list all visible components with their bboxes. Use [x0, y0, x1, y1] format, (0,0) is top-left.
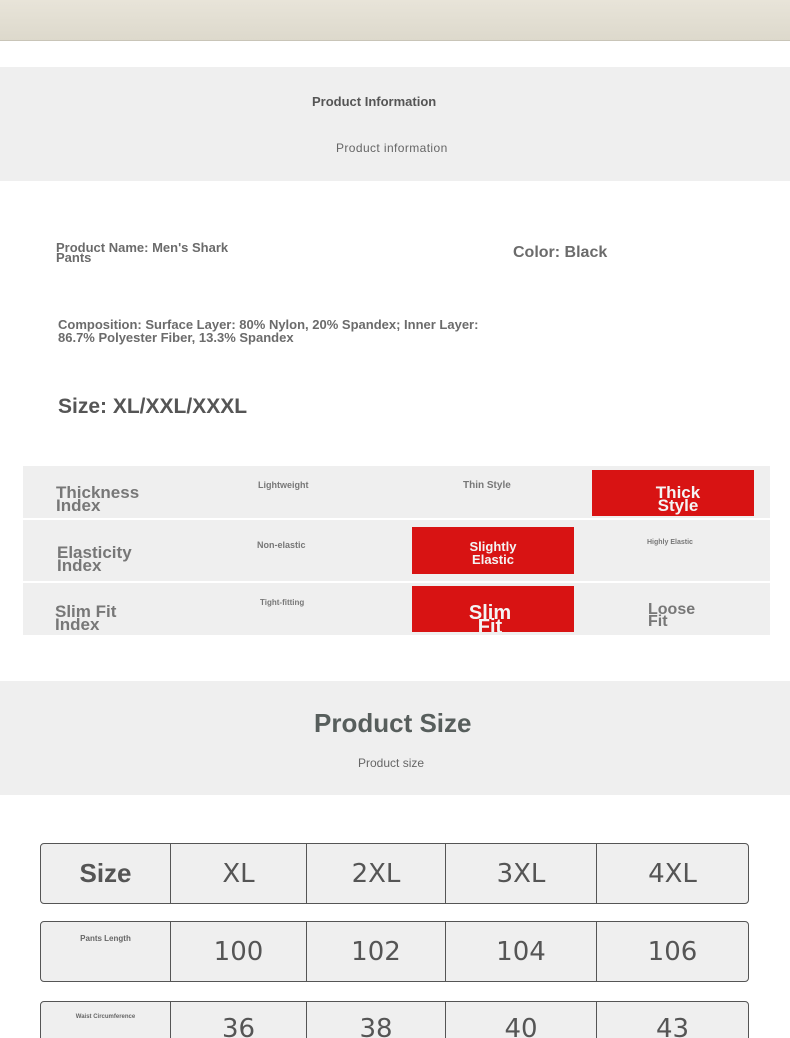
section-subtitle: Product size	[358, 756, 425, 770]
product-information-banner	[0, 67, 790, 181]
header-4xl: 4XL	[596, 844, 748, 903]
header-xl: XL	[170, 844, 306, 903]
thickness-index-row	[23, 466, 770, 518]
size-table-header-row	[40, 843, 749, 904]
product-color: Color: Black	[513, 244, 608, 261]
option-thick-style-selected: Thick Style	[592, 470, 754, 516]
elasticity-index-label: Elasticity Index	[57, 543, 132, 575]
option-slightly-elastic-selected: Slightly Elastic	[412, 527, 574, 574]
option-non-elastic: Non-elastic	[257, 540, 306, 550]
table-cell: 43	[596, 1002, 748, 1038]
option-loose-fit: Loose Fit	[648, 601, 696, 630]
table-row	[40, 921, 749, 982]
table-row	[40, 1001, 749, 1038]
thickness-index-label: Thickness Index	[56, 483, 140, 515]
table-cell: 104	[445, 922, 596, 981]
option-lightweight: Lightweight	[258, 480, 309, 490]
slim-fit-index-label: Slim Fit Index	[55, 602, 117, 634]
section-title: Product Size	[314, 708, 472, 738]
option-highly-elastic: Highly Elastic	[647, 539, 693, 546]
option-slim-fit-selected: Slim Fit	[412, 586, 574, 632]
option-thin-style: Thin Style	[463, 480, 511, 491]
elasticity-index-row	[23, 520, 770, 581]
table-cell: 38	[306, 1002, 445, 1038]
product-size-banner	[0, 681, 790, 795]
table-cell: 36	[170, 1002, 306, 1038]
option-tight-fitting: Tight-fitting	[260, 598, 305, 607]
table-cell: 106	[596, 922, 748, 981]
table-cell: 102	[306, 922, 445, 981]
product-sizes: Size: XL/XXL/XXXL	[58, 395, 248, 418]
section-subtitle: Product information	[336, 141, 448, 155]
table-cell: 100	[170, 922, 306, 981]
slim-fit-index-row	[23, 583, 770, 635]
top-image-strip	[0, 0, 790, 41]
header-3xl: 3XL	[445, 844, 596, 903]
row-label-pants-length: Pants Length	[80, 934, 131, 943]
product-composition: Composition: Surface Layer: 80% Nylon, 20% Spandex; Inner Layer: 86.7% Polyester Fiber, 13.3% Spandex	[58, 317, 479, 345]
header-2xl: 2XL	[306, 844, 445, 903]
section-title: Product Information	[312, 94, 437, 109]
table-cell: 40	[445, 1002, 596, 1038]
header-size: Size	[79, 858, 132, 888]
product-name: Product Name: Men's Shark Pants	[56, 240, 229, 265]
row-label-waist-circumference: Waist Circumference	[75, 1014, 136, 1020]
